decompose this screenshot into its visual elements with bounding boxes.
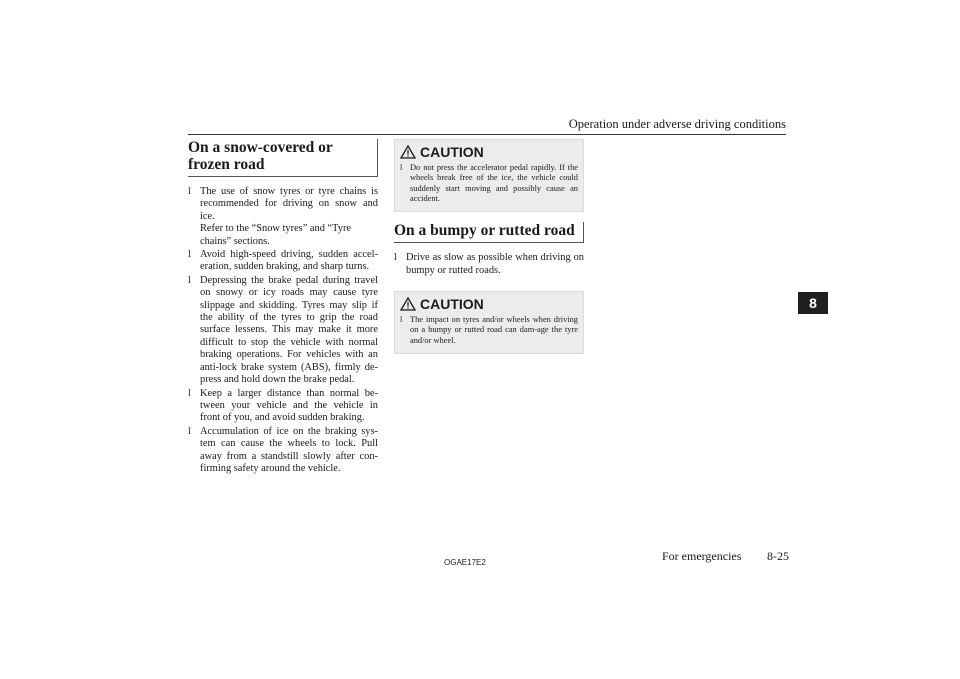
bullet-icon: l [188,387,191,399]
bumpy-bullet-list [394,252,584,277]
list-item [188,426,378,476]
header-rule [188,134,786,135]
caution-header [400,144,578,160]
bullet-icon: l [394,252,397,264]
caution-box-tyre-damage [394,291,584,354]
bullet-text-continued: Refer to the “Snow tyres” and “Tyre chains” sections. [200,223,352,247]
caution-box-accelerator [394,139,584,212]
bullet-text: Avoid high-speed driving, sudden accel-eration, sudden braking, and sharp turns. [200,249,378,273]
list-item [188,275,378,387]
bullet-text: Accumulation of ice on the braking sys-tem can cause the wheels to lock. Pull away from a standstill slowly after con-firming safety around the vehicle. [200,425,378,474]
left-column [188,139,378,476]
bullet-text: Depressing the brake pedal during travel on snowy or icy roads may cause tyre slippage and skidding. Tyres may slip if the ability of the tyres to grip the road surface lessens. This may make it more difficult to stop the vehicle with normal braking operations. For vehicles with an anti-lock brake system (ABS), firmly de-press and hold down the brake pedal. [200,274,378,386]
bullet-text: Keep a larger distance than normal be-tween your vehicle and the vehicle in front of you, and avoid sudden braking. [200,387,378,424]
list-item [400,163,578,204]
caution-bullet-list [400,163,578,204]
list-item [188,388,378,425]
footer-section-title: For emergencies [662,549,742,563]
bullet-icon: l [400,315,403,324]
caution-text: The impact on tyres and/or wheels when driving on a bumpy or rutted road can dam-age the tyre and/or wheel. [410,315,578,345]
warning-triangle-icon [400,297,416,311]
section-heading-snow: On a snow-covered or frozen road [188,139,378,177]
document-code: OGAE17E2 [444,558,486,567]
caution-header [400,296,578,312]
bullet-icon: l [188,186,191,197]
caution-label: CAUTION [420,296,484,312]
caution-label: CAUTION [420,144,484,160]
warning-triangle-icon [400,145,416,159]
list-item [188,249,378,274]
right-column [394,139,584,354]
bullet-icon: l [188,249,191,261]
bullet-icon: l [188,425,191,437]
bullet-icon: l [188,274,191,286]
page-number: 8-25 [767,549,789,563]
running-header: Operation under adverse driving conditions [568,117,786,131]
section-heading-bumpy: On a bumpy or rutted road [394,222,584,243]
bullet-text: The use of snow tyres or tyre chains is recommended for driving on snow and ice. [200,186,378,222]
list-item [394,252,584,277]
chapter-tab: 8 [798,292,828,314]
bullet-text: Drive as slow as possible when driving on bumpy or rutted roads. [406,252,584,276]
caution-bullet-list [400,315,578,346]
bullet-icon: l [400,163,403,172]
list-item [400,315,578,346]
list-item [188,186,378,248]
snow-bullet-list [188,186,378,475]
caution-text: Do not press the accelerator pedal rapidly. If the wheels break free of the ice, the vehicle could suddenly start moving and possibly cause an accident. [410,163,578,203]
